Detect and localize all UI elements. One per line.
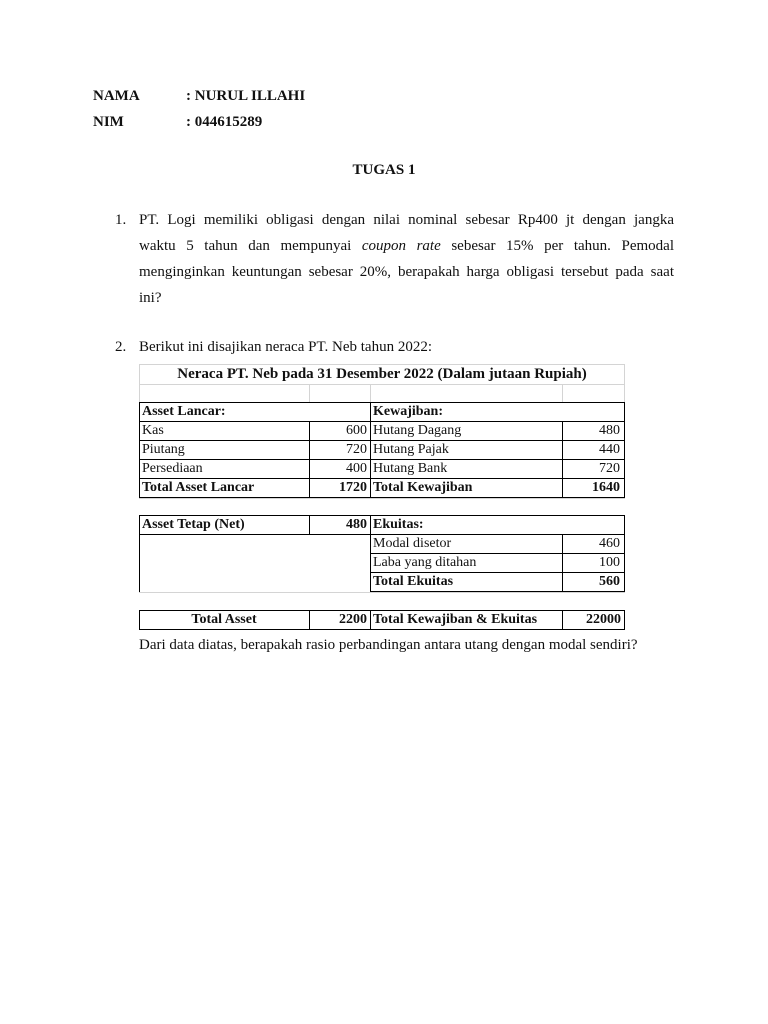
question-1-line-2	[139, 233, 674, 259]
total-kewajiban-value: 1640	[592, 480, 620, 495]
name-value: : NURUL ILLAHI	[186, 88, 306, 104]
hutang-pajak-label: Hutang Pajak	[373, 442, 449, 457]
hutang-pajak-value: 440	[599, 442, 620, 457]
hutang-bank-label: Hutang Bank	[373, 461, 448, 476]
modal-disetor-value: 460	[599, 536, 620, 551]
page-title: TUGAS 1	[352, 162, 416, 178]
question-2-number: 2.	[115, 339, 127, 355]
question-1-line-1: PT. Logi memiliki obligasi dengan nilai nominal sebesar Rp400 jt dengan jangka	[139, 212, 674, 228]
piutang-label: Piutang	[142, 442, 185, 457]
question-1-number: 1.	[115, 212, 127, 228]
persediaan-value: 400	[346, 461, 367, 476]
question-2-intro: Berikut ini disajikan neraca PT. Neb tahun 2022:	[139, 339, 432, 355]
total-asset-label: Total Asset	[191, 612, 257, 627]
question-1-line-4: ini?	[139, 290, 162, 306]
hutang-dagang-value: 480	[599, 423, 620, 438]
nim-value: : 044615289	[186, 114, 263, 130]
asset-tetap-value: 480	[346, 517, 367, 532]
total-asset-lancar-value: 1720	[339, 480, 367, 495]
total-ekuitas-value: 560	[599, 574, 620, 589]
total-kewajiban-ekuitas-label: Total Kewajiban & Ekuitas	[373, 612, 538, 627]
question-1-line-2a: waktu 5 tahun dan mempunyai	[139, 238, 362, 254]
kas-value: 600	[346, 423, 367, 438]
laba-ditahan-label: Laba yang ditahan	[373, 555, 477, 570]
hutang-bank-value: 720	[599, 461, 620, 476]
question-1-line-2b: sebesar 15% per tahun. Pemodal	[440, 238, 674, 254]
piutang-value: 720	[346, 442, 367, 457]
persediaan-label: Persediaan	[142, 461, 203, 476]
total-kewajiban-ekuitas-value: 22000	[586, 612, 621, 627]
question-1-text	[139, 207, 674, 311]
nim-label: NIM	[93, 114, 124, 130]
asset-lancar-header: Asset Lancar:	[142, 404, 226, 419]
total-ekuitas-label: Total Ekuitas	[373, 574, 454, 589]
total-asset-lancar-label: Total Asset Lancar	[142, 480, 255, 495]
laba-ditahan-value: 100	[599, 555, 620, 570]
kewajiban-header: Kewajiban:	[373, 404, 443, 419]
hutang-dagang-label: Hutang Dagang	[373, 423, 462, 438]
ekuitas-header: Ekuitas:	[373, 517, 424, 532]
name-label: NAMA	[93, 88, 140, 104]
balance-sheet-table	[139, 364, 625, 630]
modal-disetor-label: Modal disetor	[373, 536, 452, 551]
kas-label: Kas	[142, 423, 164, 438]
table-title: Neraca PT. Neb pada 31 Desember 2022 (Dalam jutaan Rupiah)	[177, 366, 587, 382]
question-1-line-3: menginginkan keuntungan sebesar 20%, berapakah harga obligasi tersebut pada saat	[139, 264, 674, 280]
total-kewajiban-label: Total Kewajiban	[373, 480, 473, 495]
nim-row	[93, 114, 262, 131]
coupon-rate-term: coupon rate	[361, 238, 441, 254]
total-asset-value: 2200	[339, 612, 367, 627]
question-2-text: Dari data diatas, berapakah rasio perbandingan antara utang dengan modal sendiri?	[139, 637, 638, 653]
asset-tetap-label: Asset Tetap (Net)	[142, 517, 245, 532]
name-row	[93, 88, 305, 105]
